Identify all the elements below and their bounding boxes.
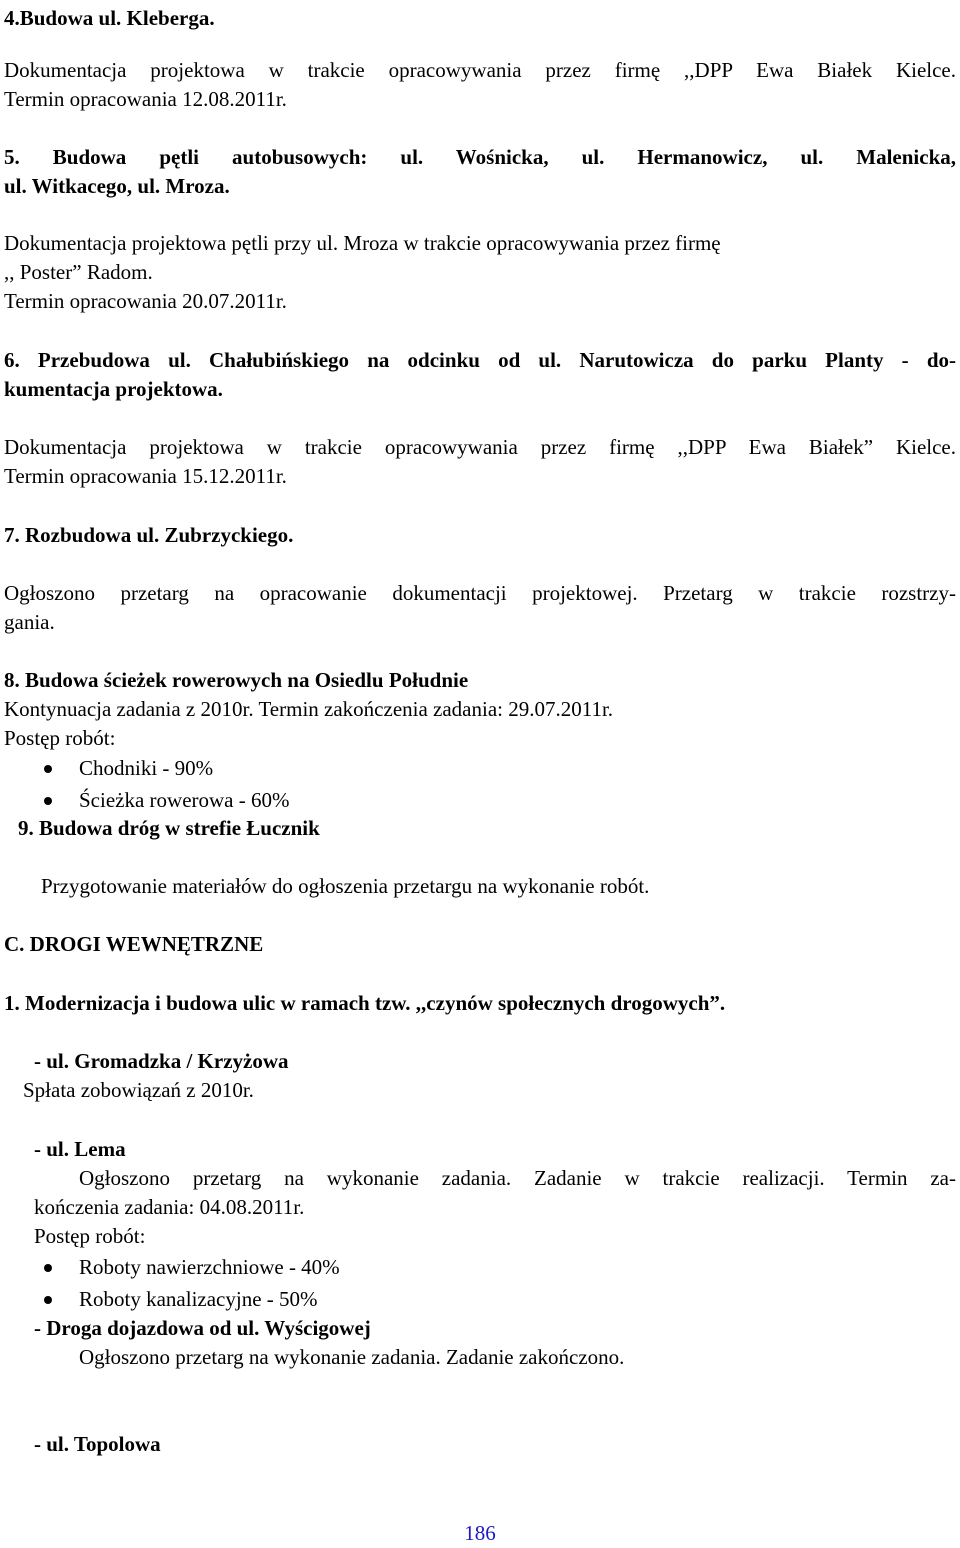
section-7-line-1: Ogłoszono przetarg na opracowanie dokumentacji projektowej. Przetarg w trakcie rozstrzy- [4,581,956,605]
lema-bullet-1: Roboty nawierzchniowe - 40% [79,1255,340,1279]
lema-line-2: kończenia zadania: 04.08.2011r. [34,1195,305,1219]
lema-line-1: Ogłoszono przetarg na wykonanie zadania. Zadanie w trakcie realizacji. Termin za- [79,1166,956,1190]
section-7-heading: 7. Rozbudowa ul. Zubrzyckiego. [4,523,294,547]
page-number: 186 [464,1521,496,1545]
gromadzka-heading: - ul. Gromadzka / Krzyżowa [34,1049,289,1073]
section-8-line-1: Kontynuacja zadania z 2010r. Termin zakończenia zadania: 29.07.2011r. [4,697,614,721]
gromadzka-line-1: Spłata zobowiązań z 2010r. [23,1078,254,1102]
section-6-heading-line-1: 6. Przebudowa ul. Chałubińskiego na odcinku od ul. Narutowicza do parku Planty - do- [4,348,956,372]
section-5-line-3: Termin opracowania 20.07.2011r. [4,289,287,313]
section-6-line-2: Termin opracowania 15.12.2011r. [4,464,287,488]
section-c-subheading-1: 1. Modernizacja i budowa ulic w ramach tzw. ,,czynów społecznych drogowych”. [4,991,726,1015]
section-5-line-1: Dokumentacja projektowa pętli przy ul. Mroza w trakcie opracowywania przez firmę [4,231,721,255]
wyscigowa-line-1: Ogłoszono przetarg na wykonanie zadania. Zadanie zakończono. [79,1345,625,1369]
section-9-line-1: Przygotowanie materiałów do ogłoszenia przetargu na wykonanie robót. [41,874,650,898]
section-5-heading-line-2: ul. Witkacego, ul. Mroza. [4,174,230,198]
wyscigowa-heading: - Droga dojazdowa od ul. Wyścigowej [34,1316,371,1340]
section-8-bullet-2: Ścieżka rowerowa - 60% [79,788,290,812]
section-6-line-1: Dokumentacja projektowa w trakcie opracowywania przez firmę ,,DPP Ewa Białek” Kielce. [4,435,956,459]
section-7-line-2: gania. [4,610,55,634]
section-5-heading-line-1: 5. Budowa pętli autobusowych: ul. Wośnicka, ul. Hermanowicz, ul. Malenicka, [4,145,956,169]
section-c-heading: C. DROGI WEWNĘTRZNE [4,932,264,956]
bullet-icon [44,797,52,805]
bullet-icon [44,1264,52,1272]
section-6-heading-line-2: kumentacja projektowa. [4,377,223,401]
lema-heading: - ul. Lema [34,1137,126,1161]
lema-progress-label: Postęp robót: [34,1224,146,1248]
bullet-icon [44,1296,52,1304]
section-8-progress-label: Postęp robót: [4,726,116,750]
section-4-line-2: Termin opracowania 12.08.2011r. [4,87,287,111]
bullet-icon [44,765,52,773]
section-4-line-1: Dokumentacja projektowa w trakcie opracowywania przez firmę ,,DPP Ewa Białek Kielce. [4,58,956,82]
section-4-heading: 4.Budowa ul. Kleberga. [4,6,215,30]
section-9-heading: 9. Budowa dróg w strefie Łucznik [18,816,320,840]
lema-bullet-2: Roboty kanalizacyjne - 50% [79,1287,318,1311]
section-8-bullet-1: Chodniki - 90% [79,756,214,780]
section-8-heading: 8. Budowa ścieżek rowerowych na Osiedlu Południe [4,668,469,692]
section-5-line-2: ,, Poster” Radom. [4,260,153,284]
topolowa-heading: - ul. Topolowa [34,1432,161,1456]
